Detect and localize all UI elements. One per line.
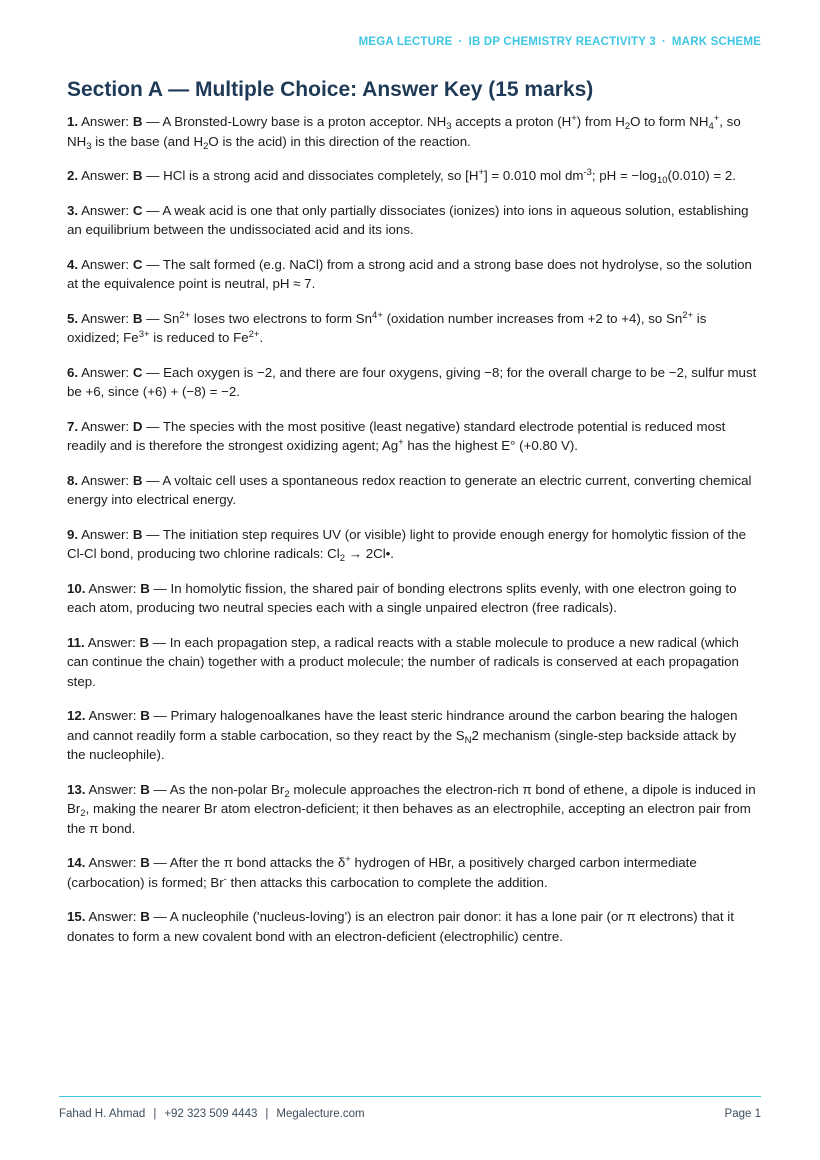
answer-label: Answer: (81, 364, 130, 380)
question-number: 13. (67, 781, 86, 797)
answer-explanation: The salt formed (e.g. NaCl) from a strong acid and a strong base does not hydrolyse, so the solution at the equivalence point is neutral, pH ≈ 7. (67, 256, 752, 291)
header-course: IB DP CHEMISTRY REACTIVITY 3 (468, 36, 656, 48)
answer-letter: B (140, 909, 150, 924)
question-number: 3. (67, 202, 79, 218)
em-dash: — (146, 202, 160, 218)
footer-phone: +92 323 509 4443 (164, 1108, 258, 1120)
em-dash: — (153, 781, 167, 797)
question-number: 2. (67, 168, 79, 183)
answer-explanation: Each oxygen is −2, and there are four oxygens, giving −8; for the overall charge to be −2, sulfur must be +6, since (+6) + (−8) = −2. (67, 364, 757, 399)
answer-list (67, 112, 757, 961)
answer-letter: B (140, 580, 150, 596)
answer-label: Answer: (81, 526, 130, 542)
header-brand: MEGA LECTURE (358, 36, 453, 48)
answer-letter: B (139, 634, 150, 650)
answer-label: Answer: (81, 418, 130, 434)
answer-label: Answer: (81, 256, 130, 272)
answer-label: Answer: (81, 472, 130, 488)
section-title: Section A — Multiple Choice: Answer Key (15 marks) (67, 78, 594, 101)
em-dash: — (152, 634, 167, 650)
answer-letter: C (132, 256, 143, 272)
question-number: 6. (67, 364, 79, 380)
answer-explanation: After the π bond attacks the δ+ hydrogen of HBr, a positively charged carbon intermediate (carbocation) is formed; Br- then attacks this carbocation to complete the addition. (67, 854, 697, 890)
answer-item (67, 780, 757, 839)
answer-letter: B (140, 781, 150, 797)
answer-explanation: A weak acid is one that only partially dissociates (ionizes) into ions in aqueous solution, establishing an equilibrium between the undissociated acid and its ions. (67, 202, 749, 237)
answer-item (67, 907, 757, 946)
answer-label: Answer: (81, 202, 130, 218)
answer-explanation: $Sn^{2+}$ loses two electrons to form $Sn^{4+}$ (oxidation number increases from +2 to +4), so $Sn^{2+}$ is oxidized; $Fe^{3+}$ is reduced to $Fe^{2+}$. (67, 309, 707, 345)
answer-explanation: The species with the most positive (least negative) standard electrode potential is reduced most readily and is therefore the strongest oxidizing agent; Ag+ has the highest E° (+0.80 V). (67, 418, 726, 453)
answer-letter: B (132, 472, 143, 488)
answer-item (67, 706, 757, 765)
answer-item (67, 166, 757, 186)
em-dash: — (146, 256, 160, 272)
answer-explanation: As the non-polar $Br_2$ molecule approaches the electron-rich π bond of ethene, a dipole is induced in $Br_2$, making the nearer Br atom electron-deficient; it then behaves as an electrophile, accepting an electron pair from the π bond. (67, 781, 756, 836)
em-dash: — (146, 418, 160, 434)
footer-separator: | (265, 1108, 269, 1120)
answer-explanation: A Bronsted-Lowry base is a proton acceptor. $NH_3$ accepts a proton (H+) from $H_2O$ to form $NH_4^+$, so $NH_3$ is the base (and $H_2O$ is the acid) in this direction of the reaction. (67, 113, 741, 152)
question-number: 15. (67, 909, 86, 924)
running-header (359, 36, 761, 48)
question-number: 12. (67, 708, 86, 723)
answer-label: Answer: (88, 708, 137, 723)
answer-item (67, 525, 757, 564)
answer-letter: B (132, 168, 143, 183)
em-dash: — (146, 526, 160, 542)
answer-letter: C (132, 364, 143, 380)
answer-letter: B (140, 708, 150, 723)
em-dash: — (153, 708, 167, 723)
em-dash: — (153, 855, 167, 870)
page-number: Page 1 (724, 1108, 761, 1120)
answer-item (67, 309, 757, 348)
answer-item (67, 112, 757, 151)
question-number: 9. (67, 526, 79, 542)
question-number: 1. (67, 114, 79, 129)
answer-explanation: HCl is a strong acid and dissociates completely, so [H+] = 0.010 mol $dm^{-3}$; pH = $-\log_{10}(0.010) = 2$. (163, 167, 736, 186)
em-dash: — (146, 310, 160, 326)
answer-label: Answer: (88, 909, 137, 924)
answer-letter: B (140, 855, 150, 870)
answer-label: Answer: (81, 114, 130, 129)
answer-item (67, 633, 757, 692)
answer-label: Answer: (81, 168, 130, 183)
footer-separator: | (153, 1108, 157, 1120)
answer-letter: B (132, 310, 143, 326)
answer-explanation: The initiation step requires UV (or visible) light to provide enough energy for homolytic fission of the Cl-Cl bond, producing two chlorine radicals: $Cl_2$ → 2Cl•. (67, 526, 747, 564)
answer-label: Answer: (88, 580, 137, 596)
answer-explanation: In each propagation step, a radical reacts with a stable molecule to produce a new radical (which can continue the chain) together with a product molecule; the number of radicals is conserved at each propagation step. (67, 634, 739, 689)
footer-author: Fahad H. Ahmad (59, 1108, 146, 1120)
question-number: 7. (67, 418, 79, 434)
answer-item (67, 255, 757, 294)
em-dash: — (153, 580, 167, 596)
em-dash: — (153, 909, 167, 924)
answer-letter: B (132, 526, 143, 542)
answer-explanation: In homolytic fission, the shared pair of bonding electrons splits evenly, with one electron going to each atom, producing two neutral species each with a single unpaired electron (free radicals). (67, 580, 737, 615)
header-doc-type: MARK SCHEME (671, 36, 761, 48)
answer-explanation: A voltaic cell uses a spontaneous redox reaction to generate an electric current, converting chemical energy into electrical energy. (67, 472, 752, 507)
question-number: 4. (67, 256, 79, 272)
answer-item (67, 471, 757, 510)
answer-label: Answer: (87, 634, 136, 650)
answer-label: Answer: (81, 310, 130, 326)
page-footer (59, 1108, 761, 1120)
answer-letter: C (132, 202, 143, 218)
answer-explanation: A nucleophile ('nucleus-loving') is an electron pair donor: it has a lone pair (or π electrons) that it donates to form a new covalent bond with an electron-deficient (electrophilic) centre. (67, 909, 734, 944)
question-number: 14. (67, 855, 86, 870)
answer-item (67, 201, 757, 240)
answer-item (67, 417, 757, 456)
em-dash: — (146, 472, 160, 488)
answer-item (67, 363, 757, 402)
question-number: 11. (67, 634, 85, 650)
answer-explanation: Primary halogenoalkanes have the least steric hindrance around the carbon bearing the halogen and cannot readily form a stable carbocation, so they react by the $S_N2$ mechanism (single-step backside attack by the nucleophile). (67, 708, 738, 762)
header-separator: · (458, 36, 463, 48)
answer-label: Answer: (88, 781, 137, 797)
footer-website: Megalecture.com (276, 1108, 365, 1120)
footer-divider (59, 1096, 761, 1097)
answer-letter: D (132, 418, 143, 434)
em-dash: — (146, 364, 160, 380)
em-dash: — (146, 168, 160, 183)
question-number: 5. (67, 310, 79, 326)
answer-item (67, 579, 757, 618)
answer-label: Answer: (88, 855, 137, 870)
answer-item (67, 853, 757, 892)
question-number: 8. (67, 472, 79, 488)
header-separator: · (661, 36, 666, 48)
question-number: 10. (67, 580, 86, 596)
em-dash: — (146, 114, 160, 129)
answer-letter: B (132, 114, 143, 129)
